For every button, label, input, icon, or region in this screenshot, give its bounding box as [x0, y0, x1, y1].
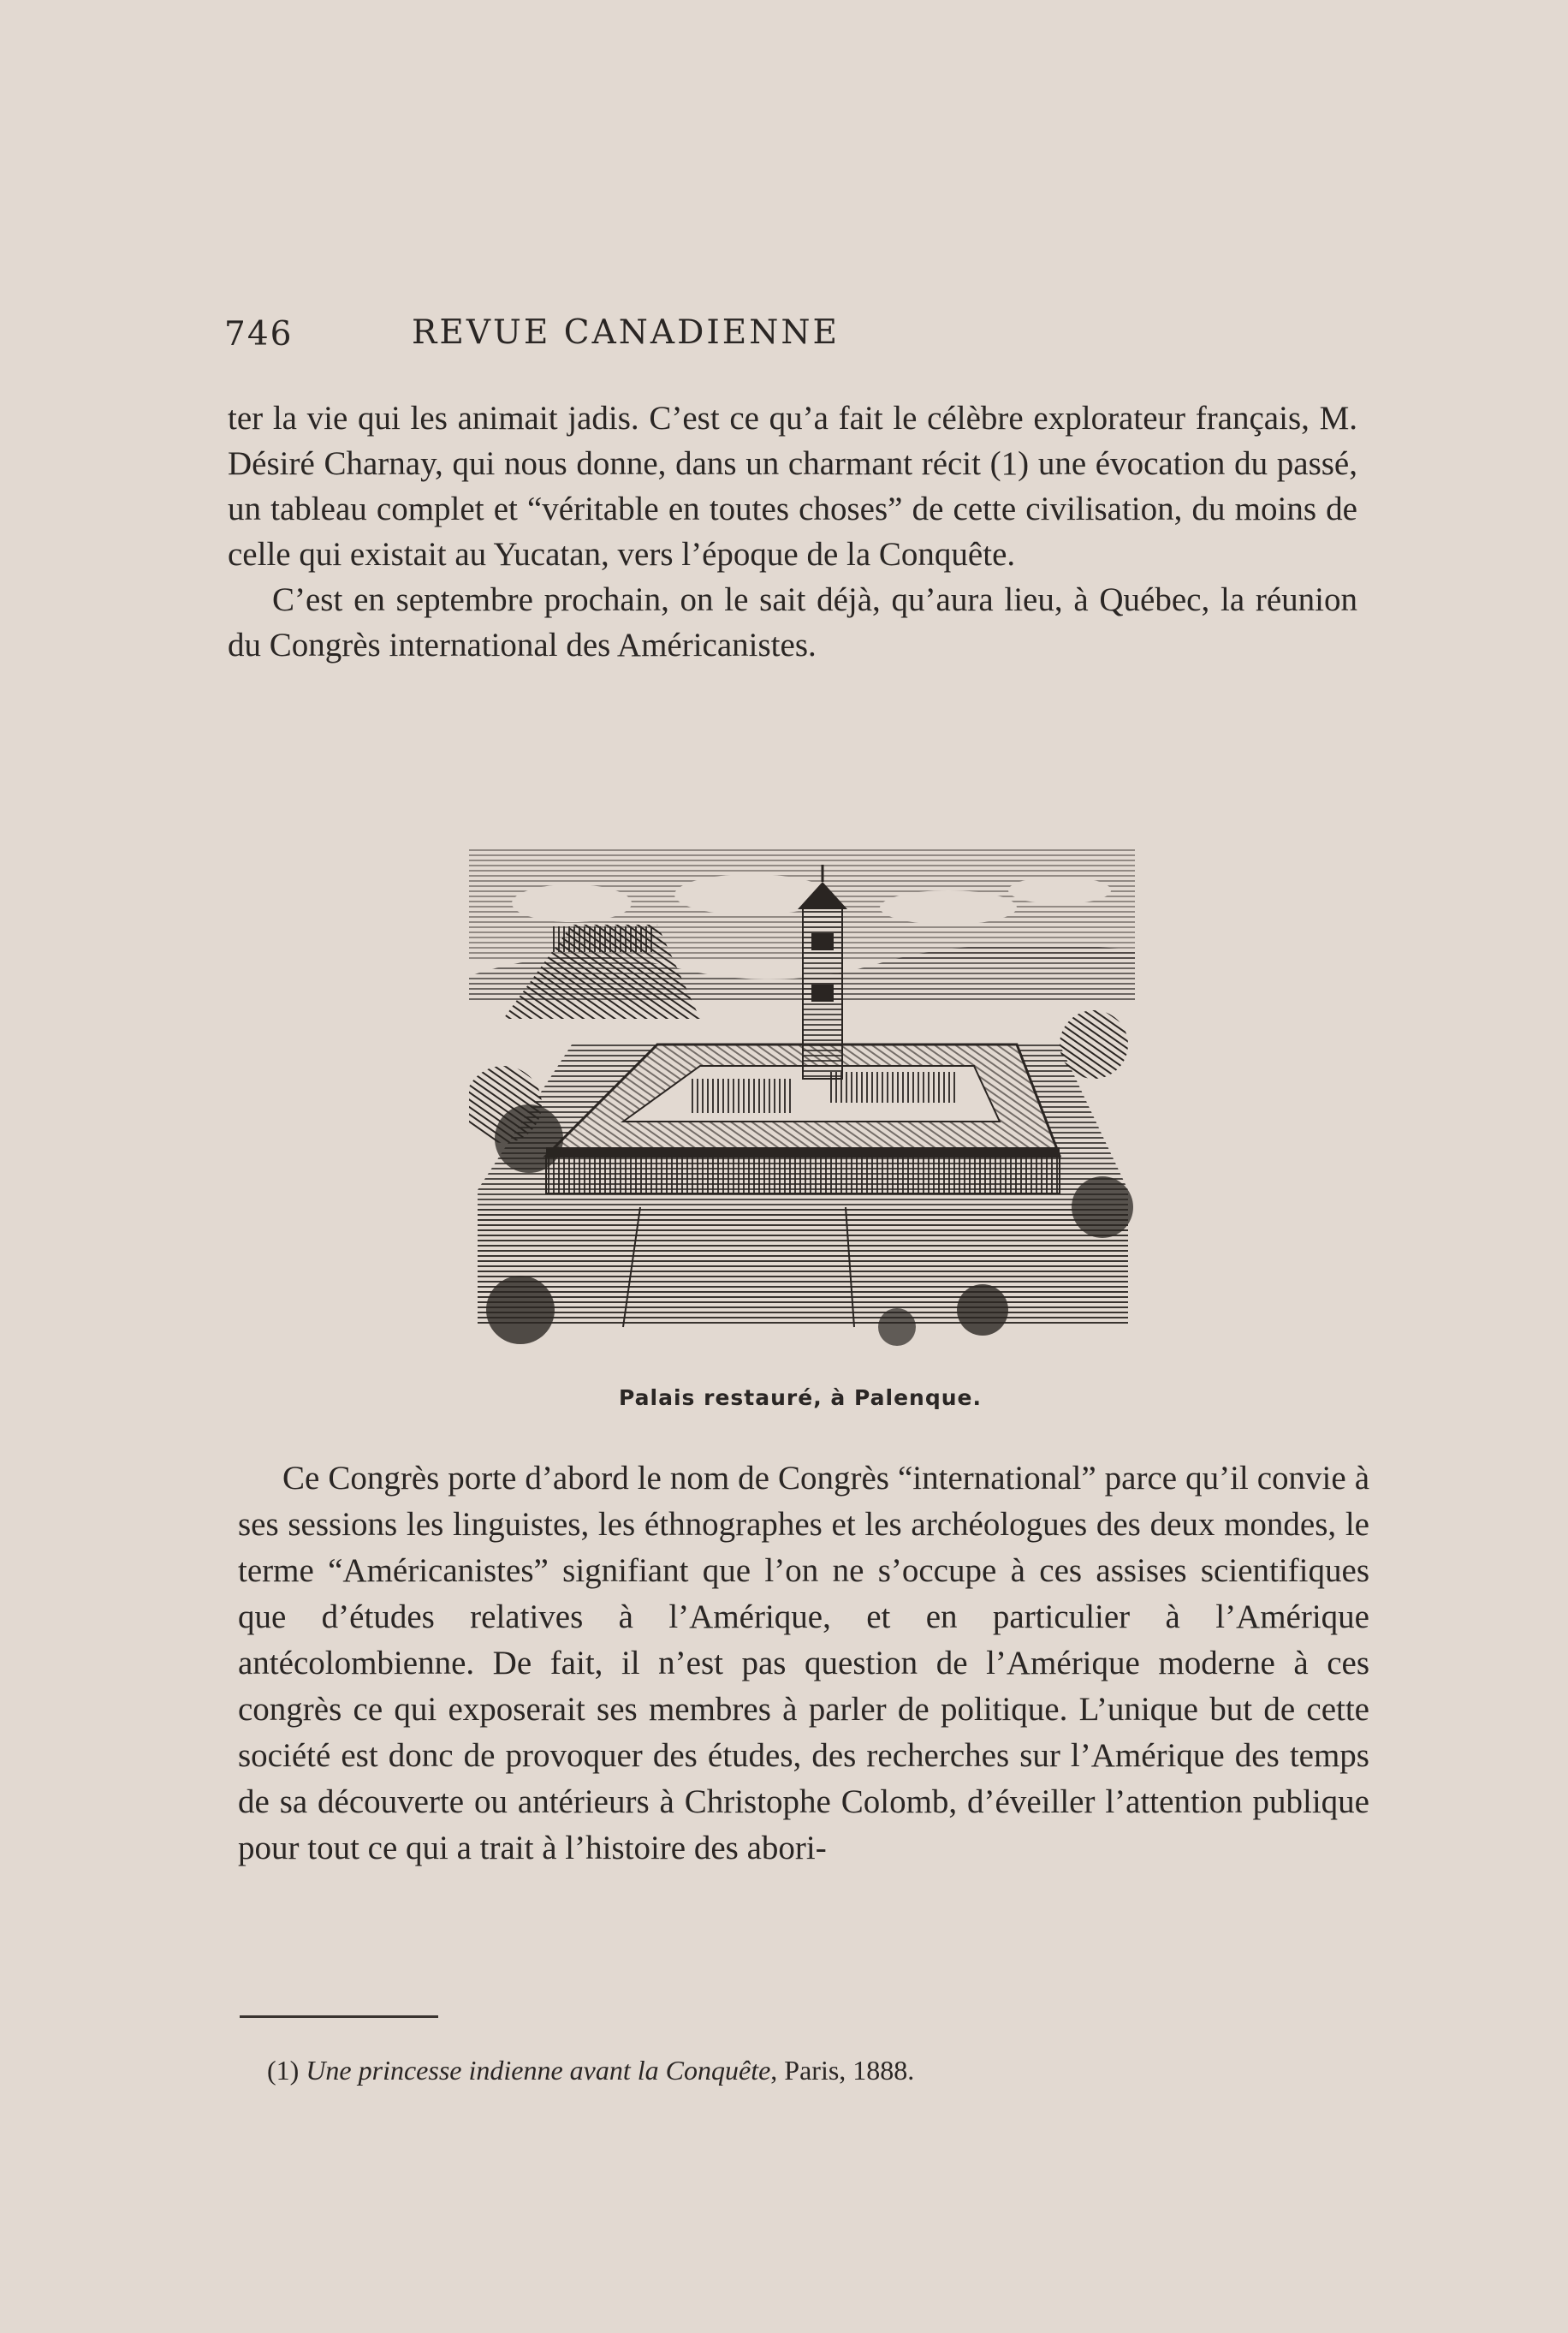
paragraph-1: ter la vie qui les animait jadis. C’est ce qu’a fait le célèbre explorateur français, M. Désiré Charnay, qui nous donne, dans un charmant récit (1) une évocation du passé, un tableau complet et “véritable en toutes choses” de cette civilisation, du moins de celle qui existait au Yucatan, vers l’époque de la Conquête.: [228, 400, 1357, 573]
footnote: [267, 2055, 1209, 2086]
footnote-rest: , Paris, 1888.: [770, 2055, 915, 2086]
body-text-top: [228, 396, 1357, 668]
paragraph-3: Ce Congrès porte d’abord le nom de Congrès “international” parce qu’il convie à ses sessions les linguistes, les éthnographes et les archéologues des deux mondes, le terme “Américanistes” signifiant que l’on ne s’occupe à ces assises scientifiques que d’études relatives à l’Amérique, et en particulier à l’Amérique antécolombienne. De fait, il n’est pas question de l’Amérique moderne à ces congrès ce qui exposerait ses membres à parler de politique. L’unique but de cette société est donc de provoquer des études, des recherches sur l’Amérique des temps de sa découverte ou antérieurs à Christophe Colomb, d’éveiller l’attention publique pour tout ce qui a trait à l’histoire des abori-: [238, 1460, 1369, 1866]
footnote-title: Une princesse indienne avant la Conquête: [306, 2055, 771, 2086]
body-text-bottom: [238, 1455, 1369, 1872]
running-title: REVUE CANADIENNE: [412, 313, 840, 352]
palace-engraving: [469, 848, 1135, 1353]
palenque-palace-illustration: [469, 848, 1135, 1353]
page-header: [224, 310, 1027, 361]
footnote-divider: [240, 2015, 438, 2018]
footnote-marker: (1): [267, 2055, 300, 2086]
paragraph-2: C’est en septembre prochain, on le sait déjà, qu’aura lieu, à Québec, la réunion du Congrès international des Américanistes.: [228, 581, 1357, 664]
page-number: 746: [224, 315, 294, 354]
figure-caption: Palais restauré, à Palenque.: [619, 1385, 982, 1410]
